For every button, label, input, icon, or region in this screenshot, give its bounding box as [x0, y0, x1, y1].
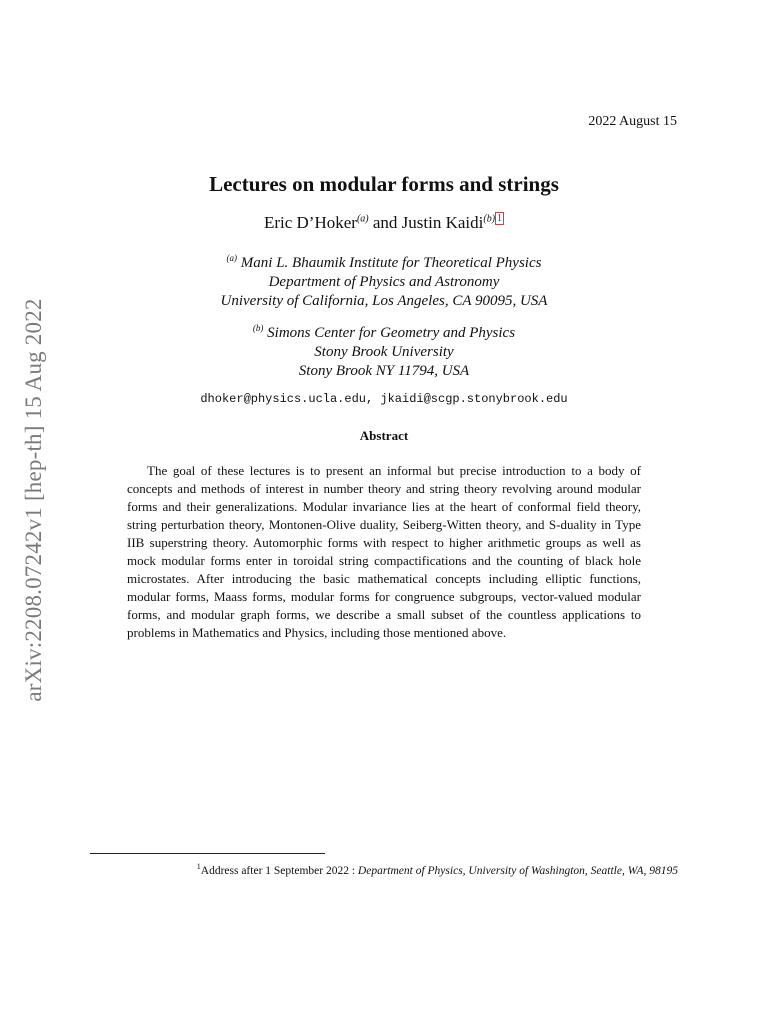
- affiliation-a: [90, 249, 678, 311]
- footnote-label: Address after 1 September 2022 :: [200, 864, 356, 877]
- footnote-link[interactable]: 1: [497, 213, 503, 225]
- footnote-address: Department of Physics, University of Washington, Seattle, WA, 98195: [357, 864, 678, 877]
- abstract-heading: Abstract: [359, 428, 409, 443]
- affiliation-line: University of California, Los Angeles, CA 90095, USA: [220, 293, 548, 309]
- footnote: [90, 862, 678, 877]
- author-emails: dhoker@physics.ucla.edu, jkaidi@scgp.stonybrook.edu: [200, 392, 568, 406]
- footnote-divider: [90, 853, 325, 854]
- abstract-body: The goal of these lectures is to present an informal but precise introduction to a body of concepts and methods of interest in number theory and string theory revolving around modular forms and their generalizations. Modular invariance lies at the heart of conformal field theory, string perturbation theory, Montonen-Olive duality, Seiberg-Witten theory, and S-duality in Type IIB superstring theory. Automorphic forms with respect to higher arithmetic groups as well as mock modular forms enter in toroidal string compactifications and the counting of black hole microstates. After introducing the basic mathematical concepts including elliptic functions, modular forms, Maass forms, modular forms for congruence subgroups, vector-valued modular forms, and modular graph forms, we describe a small subset of the countless applications to problems in Mathematics and Physics, including those mentioned above.: [127, 463, 641, 640]
- affiliation-mark: (b): [252, 323, 264, 333]
- paper-title: Lectures on modular forms and strings: [209, 172, 559, 196]
- affiliation-line: Department of Physics and Astronomy: [268, 274, 500, 290]
- affiliation-line: $^{(a)}$ Mani L. Bhaumik Institute for Theoretical Physics: [226, 253, 542, 271]
- author-name: Justin Kaidi: [401, 213, 484, 232]
- arxiv-identifier-stamp: arXiv:2208.07242v1 [hep-th] 15 Aug 2022: [21, 298, 46, 702]
- affiliation-mark: (a): [356, 213, 369, 225]
- author-conjunction: and: [372, 213, 398, 232]
- affiliation-mark: (a): [226, 253, 238, 263]
- footnote-mark: 1: [196, 862, 201, 871]
- author-name: Eric D’Hoker: [263, 213, 357, 232]
- paper-date: 2022 August 15: [588, 114, 677, 129]
- affiliation-b: [90, 319, 678, 381]
- affiliation-line: Stony Brook University: [314, 344, 454, 360]
- affiliation-line: Stony Brook NY 11794, USA: [298, 363, 470, 379]
- affiliation-line: $^{(b)}$ Simons Center for Geometry and Physics: [252, 323, 516, 341]
- author-line: [90, 213, 678, 233]
- affiliation-mark: (b): [483, 213, 496, 225]
